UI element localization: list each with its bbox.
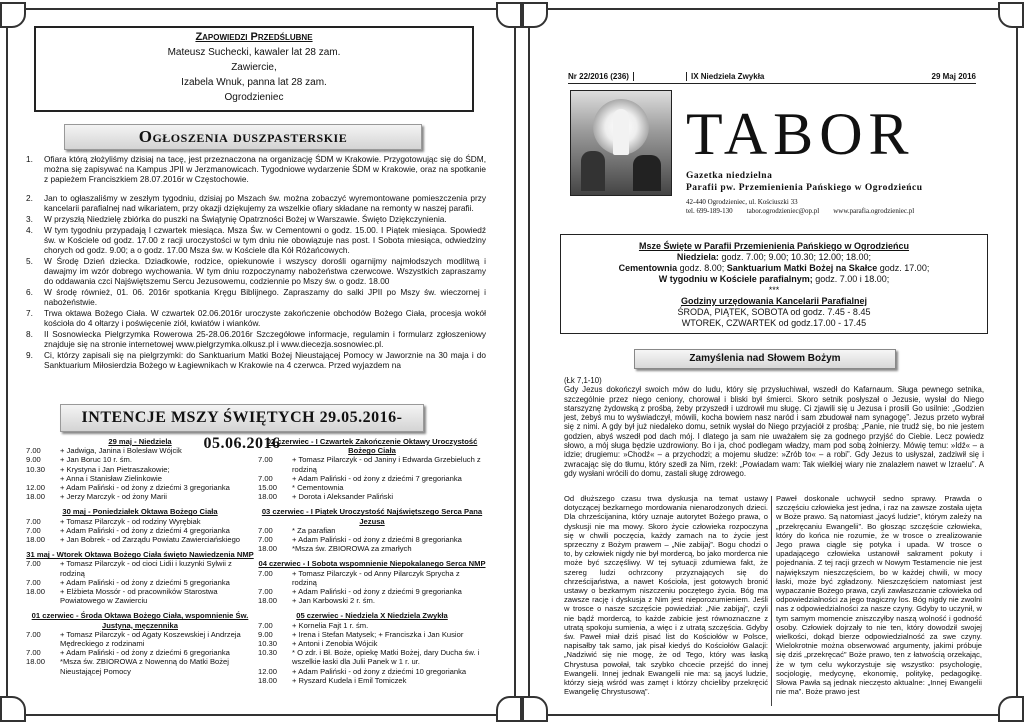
intention-row bbox=[258, 535, 486, 544]
mass-intention: + Anna i Stanisław Zielinkowie bbox=[60, 473, 162, 483]
announcement-item: 9. Ci, którzy zapisali się na pielgrzymki: do Sanktuarium Matki Bożej Nieustającej Pomocy w Jaworznie na 30 maja i do Sanktuarium Miłosierdzia Bożego w Łagiewnikach w Krakowie na 4 czerwca. Przed wyjazdem na bbox=[26, 350, 486, 370]
intention-row bbox=[26, 474, 254, 483]
intention-row bbox=[26, 535, 254, 544]
gospel-text: (Łk 7,1-10) Gdy Jezus dokończył swoich mów do ludu, który się przysłuchiwał, wszedł do Kafarnaum. Sługa pewnego setnika, szczególnie przez niego ceniony, chorował i bliski był śmierci. Skoro setnik posłyszał o Jezusie, wysłał do Niego starszyznę żydowską z prośbą, żeby przyszedł i uzdrowił mu sługę. Ci zjawili się u Jezusa i prosili Go usilnie: „Godzien jest, żebyś mu to wyświadczył, mówili, kocha bowiem nasz naród i sam zbudował nam synagogę”. Jezus przeto wybrał się z nimi. A gdy był już niedaleko domu, setnik wysłał do Niego przyjaciół z prośbą: „Panie, nie trudź się, bo nie jestem godzien, abyś wszedł pod dach mój. I dlatego ja sam nie uważałem się za godnego przyjść do Ciebie. Lecz powiedz słowo, a mój sługa będzie uzdrowiony. Bo i ja, choć podlegam władzy, mam pod sobą żołnierzy. Mówię temu: »Idź« – a idzie; drugiemu: »Chodź« – a przychodzi; a mojemu słudze: »Zrób to« – a robi”. Gdy Jezus to usłyszał, zadziwił się i zwracając się do tłumu, który szedł za Nim, rzekł: „Powiadam wam: Tak wielkiej wiary nie znalazłem nawet w Izraelu”. A gdy wysłani wrócili do domu, zastali sługę zdrowego. bbox=[564, 376, 984, 478]
announcement-item: 6. W środę również, 01. 06. 2016r spotkania Kręgu Biblijnego. Zapraszamy do salki JPII po Mszy św. wieczornej i nabożeństwie. bbox=[26, 287, 486, 307]
intention-day-heading: 29 maj - Niedziela bbox=[108, 437, 172, 446]
intentions-column-left bbox=[26, 437, 254, 676]
mass-time: 12.00 bbox=[258, 666, 278, 676]
banns-line: Ogrodzieniec bbox=[224, 92, 284, 103]
intention-row bbox=[26, 559, 254, 577]
mass-intention: + Adam Paliński - od żony z dziećmi 8 gregorianka bbox=[292, 535, 462, 545]
mass-time: 7.00 bbox=[26, 446, 41, 456]
mass-time: 7.00 bbox=[26, 516, 41, 526]
mass-intention: + Adam Paliński - od żony z dziećmi 3 gregorianka bbox=[60, 483, 230, 493]
mass-intention: + Adam Paliński - od żony z dziećmi 7 gregorianka bbox=[292, 473, 462, 483]
announcements-list bbox=[24, 154, 486, 371]
mass-intention: * Za parafian bbox=[292, 525, 336, 535]
intention-row bbox=[258, 676, 486, 685]
mass-intention: + Elżbieta Mossór - od pracowników Starostwa Powiatowego w Zawierciu bbox=[60, 587, 218, 606]
mass-intention: + Dorota i Aleksander Paliński bbox=[292, 492, 394, 502]
mass-time: 18.00 bbox=[258, 544, 278, 554]
mass-time: 18.00 bbox=[26, 587, 46, 597]
mass-intention: + Kornelia Fajt 1 r. śm. bbox=[292, 620, 369, 630]
intention-row bbox=[258, 667, 486, 676]
mass-intention: + Krystyna i Jan Pietraszakowie; bbox=[60, 464, 170, 474]
issue-date: 29 Maj 2016 bbox=[931, 72, 976, 81]
mass-time: 7.00 bbox=[26, 629, 41, 639]
reflection-column-right: Paweł doskonale uchwycił sedno sprawy. Prawda o szczęściu człowieka jest jedna, i raz na zawsze została ujęta w Boże prawo. Są natomiast „jacyś ludzie”, którym zależy na „przekręcaniu Ewangelii”. Bo głosząc szczęście człowieka, który do końca nie rozumie, że w trosce o zrealizowanie Jego prawa ciągle się potyka i upada. W trosce o upadającego człowieka ustanowił sakrament pokuty i pojednania. Z tej racji grzech w Nowym Testamencie nie jest największym nieszczęściem, bo w każdej chwili, w mocy łaski, może być zgładzony. Nieszczęściem natomiast jest wypaczanie Bożego prawa, czyli zawłaszczanie człowieka od odpowiedzialności za jego tragiczny los. Bóg nigdy nie zwolni nas z odpowiedzialności za nasze czyny. Gdyby to uczynił, w tym samym momencie zniszczyłby naszą wolność i godność osoby. Człowiek dojrzały to nie ten, który dowodził swojej wielkości, dokąd bierze odpowiedzialność za swe czyny. Wielokrotnie można obserwować argumenty, jakimi próbuje się dziś „przekręcać” Boże prawo, ten z łatwością orzekając, że w tym celu wykorzystuje się wszystko: psychologię, socjologię, medycynę, ekonomię, politykę, pedagogikę. Słowa Pawła są jednak nieczęsto aktualne: „Innej Ewangelii nie ma”. Boże prawo jest bbox=[776, 494, 982, 697]
intention-day-heading: 31 maj - Wtorek Oktawa Bożego Ciała święto Nawiedzenia NMP bbox=[26, 550, 254, 560]
mass-times-box: Msze Święte w Parafii Przemienienia Pańskiego w Ogrodzieńcu Niedziela: godz. 7.00; 9.00; 10.30; 12.00; 18.00; Cementownia godz. 8.00; Sanktuarium Matki Bożej na Skałce godz. 17.00; W tygodniu w Kościele parafialnym; godz. 7.00 i 18.00; *** Godziny urzędowania Kancelarii Parafialnej ŚRODA, PIĄTEK, SOBOTA od godz. 7.45 - 8.45 WTOREK, CZWARTEK od godz.17.00 - 17.45 bbox=[560, 234, 988, 334]
mass-time: 7.00 bbox=[258, 620, 273, 630]
mass-intention: + Tomasz Pilarczyk - od rodziny Wyrębiak bbox=[60, 516, 201, 526]
mass-intention: + Adam Paliński - od żony z dziećmi 9 gregorianka bbox=[292, 587, 462, 597]
intention-row bbox=[26, 455, 254, 464]
mass-intention: + Tomasz Pilarczyk - od Agaty Koszewskiej i Andrzeja Mędreckiego z rodzinami bbox=[60, 629, 241, 649]
announcements-title: Ogłoszenia duszpasterskie bbox=[64, 124, 422, 150]
frame-corner bbox=[496, 2, 522, 28]
frame-corner bbox=[998, 2, 1024, 28]
address: 42-440 Ogrodzieniec, ul. Kościuszki 33 bbox=[686, 198, 798, 206]
mass-intention: *Msza św. ZBIOROWA z Nowenną do Matki Bożej Nieustającej Pomocy bbox=[60, 657, 229, 676]
intention-row bbox=[258, 596, 486, 605]
mass-time: 10.30 bbox=[258, 648, 278, 658]
mass-time: 7.00 bbox=[26, 648, 41, 658]
intention-row bbox=[258, 621, 486, 630]
mass-time: 7.00 bbox=[258, 568, 273, 578]
mass-time: 18.00 bbox=[26, 492, 46, 502]
tabor-logo: TABOR bbox=[686, 101, 915, 167]
mass-time: 7.00 bbox=[258, 455, 273, 465]
announcement-item: 5. W Środę Dzień dziecka. Dziadkowie, rodzice, opiekunowie i wszyscy dorośli ogarnijmy najmłodszych modlitwą i dawajmy im wzór dobrego wychowania. W tym dniu rozpoczynamy nabożeństwa czerwcowe. Wszystkich zapraszamy do oddawania czci Najświętszemu Sercu Jezusowemu, codziennie po Mszy św. o godz. 18.00 bbox=[26, 256, 486, 286]
mass-time: 18.00 bbox=[26, 535, 46, 545]
mass-intention: * Cementownia bbox=[292, 483, 344, 493]
mass-intention: + Adam Paliński - od żony z dziećmi 5 gregorianka bbox=[60, 577, 230, 587]
intention-day-heading: 02 czerwiec - I Czwartek Zakończenie Oktawy Uroczystość Bożego Ciała bbox=[266, 437, 478, 456]
reflection-title: Zamyślenia nad Słowem Bożym bbox=[634, 349, 896, 369]
intention-row bbox=[26, 630, 254, 648]
website: www.parafia.ogrodzieniec.pl bbox=[833, 207, 915, 215]
intention-row bbox=[26, 578, 254, 587]
masthead-subtitle: Gazetka niedzielna Parafii pw. Przemienienia Pańskiego w Ogrodzieńcu bbox=[686, 171, 923, 193]
wedding-banns-box bbox=[34, 26, 474, 112]
frame-corner bbox=[522, 696, 548, 722]
mass-intention: + Jerzy Marczyk - od żony Marii bbox=[60, 492, 167, 502]
mass-time: 9.00 bbox=[258, 629, 273, 639]
reflection-column-left: Od dłuższego czasu trwa dyskusja na temat ustawy dotyczącej bezkarnego mordowania nienarodzonych dzieci. Dla chrześcijanina, który uznaje autorytet Bożego prawa, o dyskusji nie ma mowy. Skoro życie człowieka rozpoczyna się w chwili poczęcia, każdy zamach na to życie jest sprzeczny z Bożym prawem – „Nie zabijaj”. Bogu chodzi o to, by człowiek nigdy nie był mordercą, bo jako morderca nie może być szczęśliwy. W tej sytuacji zdumiewa fakt, że szereg ludzi ochrzcony przyznających się do chrześcijaństwa, a nawet Kościoła, jest gotowych bronić ustawy o bezkarnym niszczeniu poczętego życia. Bóg ma zawsze rację i dyskusja z Nim jest nieporozumieniem. Jeśli w trosce o nasze szczęście powiedział: „Nie zabijaj”, czyli nie bądź mordercą, to każde zabicie jest równoznaczne z utratą spokoju sumienia, a więc i z utratą szczęścia. Gdyby św. Paweł miał dziś pisać list do Kościołów w Polsce, napisałby tak samo, jak pisał kiedyś do Kościołów Galacji: „Nadziwić się nie mogę, że od Tego, który was łaską Chrystusa powołał, tak szybko chcecie przejść do innej Ewangelii. Innej jednak Ewangelii nie ma: są jacyś ludzie, którzy sieją wśród was zamęt i którzy chcieliby przekręcić Ewangelię Chrystusową”. bbox=[564, 494, 768, 697]
mass-intention: + Tomasz Pilarczyk - od Anny Pilarczyk Sprycha z rodziną bbox=[292, 568, 460, 587]
mass-time: 7.00 bbox=[26, 525, 41, 535]
issue-header bbox=[568, 72, 976, 84]
announcement-item: 7. Trwa oktawa Bożego Ciała. W czwartek 02.06.2016r uroczyste zakończenie obchodów Bożego Ciała, procesja wokół kościoła do 4 ołtarzy i poświęcenie ziół, kwiatów i wianków. bbox=[26, 308, 486, 328]
mass-intention: + Jadwiga, Janina i Bolesław Wójcik bbox=[60, 446, 182, 456]
intention-day-heading: 03 czerwiec - I Piątek Uroczystość Najświętszego Serca Pana Jezusa bbox=[261, 507, 483, 526]
mass-time: 18.00 bbox=[258, 675, 278, 685]
mass-intention: *Msza św. ZBIOROWA za zmarłych bbox=[292, 544, 412, 554]
intention-row bbox=[258, 639, 486, 648]
banns-title: Zapowiedzi Przedślubne bbox=[195, 31, 313, 43]
intention-row bbox=[258, 474, 486, 483]
mass-time bbox=[26, 474, 60, 483]
intention-row bbox=[258, 483, 486, 492]
intention-row bbox=[258, 569, 486, 587]
intention-day-heading: 04 czerwiec - I Sobota wspomnienie Niepokalanego Serca NMP bbox=[258, 559, 486, 569]
transfiguration-image bbox=[570, 90, 672, 196]
mass-time: 7.00 bbox=[26, 577, 41, 587]
right-page bbox=[528, 8, 1018, 716]
mass-intention: + Adam Paliński - od żony z dziećmi 10 gregorianka bbox=[292, 666, 467, 676]
intention-row bbox=[26, 526, 254, 535]
issue-number: Nr 22/2016 (236) bbox=[568, 72, 634, 81]
mass-time: 7.00 bbox=[258, 525, 273, 535]
banns-line: Izabela Wnuk, panna lat 28 zam. bbox=[181, 77, 327, 88]
mass-time: 9.00 bbox=[26, 455, 41, 465]
column-divider bbox=[771, 496, 772, 706]
banns-line: Mateusz Suchecki, kawaler lat 28 zam. bbox=[167, 47, 341, 58]
mass-time: 18.00 bbox=[258, 492, 278, 502]
announcement-item: 8. II Sosnowiecka Pielgrzymka Rowerowa 25-28.06.2016r Szczegółowe informacje, regulamin i formularz zgłoszeniowy znajduje się na stronie internetowej www.pielgrzymka.olkusz.pl i www.diecezja.sosnowiec.pl. bbox=[26, 329, 486, 349]
frame-corner bbox=[998, 696, 1024, 722]
phone: tel. 699-189-130 bbox=[686, 207, 733, 215]
mass-intention: + Jan Bobrek - od Zarządu Powiatu Zawierciańskiego bbox=[60, 535, 241, 545]
mass-time: 10.30 bbox=[26, 464, 46, 474]
mass-intention: + Antoni i Zenobia Wójcik bbox=[292, 639, 378, 649]
intention-row bbox=[26, 517, 254, 526]
mass-time: 18.00 bbox=[258, 596, 278, 606]
liturgical-sunday: IX Niedziela Zwykła bbox=[686, 72, 764, 81]
intention-row bbox=[258, 455, 486, 473]
office-hours-title: Godziny urzędowania Kancelarii Parafialnej bbox=[680, 296, 868, 306]
mass-intention: * O zdr. i Bł. Boże, opiekę Matki Bożej, dary Ducha św. i wszelkie łaski dla Julii Panek w 1 r. ur. bbox=[292, 648, 480, 667]
announcement-item: 2. Jan to ogłaszaliśmy w zeszłym tygodniu, dzisiaj po Mszach św. można zobaczyć wyremontowane pomieszczenia przy kancelarii parafialnej nad wikariatem, przy okazji dziękujemy za wszelkie ofiary składane na remonty w naszej parafii. bbox=[26, 193, 486, 213]
mass-intention: + Jan Boruc 10 r. śm. bbox=[60, 455, 132, 465]
intention-day-heading: 30 maj - Poniedziałek Oktawa Bożego Ciała bbox=[62, 507, 218, 517]
announcement-item: 1. Ofiara którą złożyliśmy dzisiaj na tacę, jest przeznaczona na organizację ŚDM w Krakowie. Przygotowując się do ŚDM, można się zapisywać na Kampus JPII w Jerzmanowicach. Tygodniowe wydarzenie ŚDM w Krakowie, oraz na spotkanie z papieżem Franciszkiem 28.07.2016r w Częstochowie. bbox=[26, 154, 486, 184]
mass-time: 7.00 bbox=[258, 473, 273, 483]
intention-row bbox=[26, 483, 254, 492]
intention-row bbox=[258, 587, 486, 596]
mass-intention: + Jan Karbowski 2 r. śm. bbox=[292, 596, 375, 606]
mass-intention: + Ryszard Kudela i Emil Tomiczek bbox=[292, 675, 407, 685]
mass-time: 7.00 bbox=[258, 535, 273, 545]
frame-corner bbox=[0, 696, 26, 722]
mass-intention: + Adam Paliński - od żony z dziećmi 6 gregorianka bbox=[60, 648, 230, 658]
announcement-item: 4. W tym tygodniu przypadają I czwartek miesiąca. Msza Św. w Cementowni o godz. 15.00. I Piątek miesiąca. Spowiedź św. w Kościele od godz. 17.00 z racji uroczystości w tym dniu nie obowiązuje nas post. I Sobota miesiąca, odwiedziny chorych od godz. 9.00; a o godz. 17.00 Msza św. w Kościele dla Kół Różańcowych. bbox=[26, 225, 486, 255]
email: tabor.ogrodzieniec@op.pl bbox=[746, 207, 820, 215]
contact-info bbox=[686, 198, 914, 216]
mass-intention: + Irena i Stefan Matysek; + Franciszka i Jan Kusior bbox=[292, 629, 464, 639]
mass-times-title: Msze Święte w Parafii Przemienienia Pańskiego w Ogrodzieńcu bbox=[638, 241, 910, 251]
intention-day-heading: 05 czerwiec - Niedziela X Niedziela Zwykła bbox=[296, 611, 448, 621]
mass-time: 7.00 bbox=[26, 559, 41, 569]
mass-intention: + Adam Paliński - od żony z dziećmi 4 gregorianka bbox=[60, 525, 230, 535]
intention-row bbox=[258, 544, 486, 553]
intention-day-heading: 01 czerwiec - Środa Oktawa Bożego Ciała, wspomnienie Św. Justyna, męczennika bbox=[31, 611, 249, 630]
announcement-item: 3. W przyszłą Niedzielę zbiórka do puszki na Świątynię Opatrzności Bożej w Warszawie. Święto Dziękczynienia. bbox=[26, 214, 447, 224]
intentions-title: INTENCJE MSZY ŚWIĘTYCH 29.05.2016-05.06.2016 bbox=[60, 404, 424, 432]
mass-time: 10.30 bbox=[258, 639, 278, 649]
intention-row bbox=[26, 587, 254, 605]
mass-intention: + Tomasz Pilarczyk - od cioci Lidii i kuzynki Sylwii z rodziną bbox=[60, 559, 232, 578]
intention-row bbox=[26, 446, 254, 455]
frame-corner bbox=[496, 696, 522, 722]
intention-row bbox=[26, 648, 254, 657]
intentions-column-right bbox=[258, 437, 486, 685]
mass-time: 18.00 bbox=[26, 657, 46, 667]
mass-intention: + Tomasz Pilarczyk - od Janiny i Edwarda Grzebieluch z rodziną bbox=[292, 455, 481, 474]
intention-row bbox=[26, 657, 254, 675]
intention-row bbox=[258, 526, 486, 535]
mass-time: 15.00 bbox=[258, 483, 278, 493]
mass-time: 7.00 bbox=[258, 587, 273, 597]
banns-line: Zawiercie, bbox=[231, 62, 277, 73]
intention-row bbox=[26, 492, 254, 501]
frame-corner bbox=[522, 2, 548, 28]
intention-row bbox=[26, 465, 254, 474]
mass-time: 12.00 bbox=[26, 483, 46, 493]
intention-row bbox=[258, 630, 486, 639]
intention-row bbox=[258, 492, 486, 501]
intention-row bbox=[258, 648, 486, 666]
frame-corner bbox=[0, 2, 26, 28]
